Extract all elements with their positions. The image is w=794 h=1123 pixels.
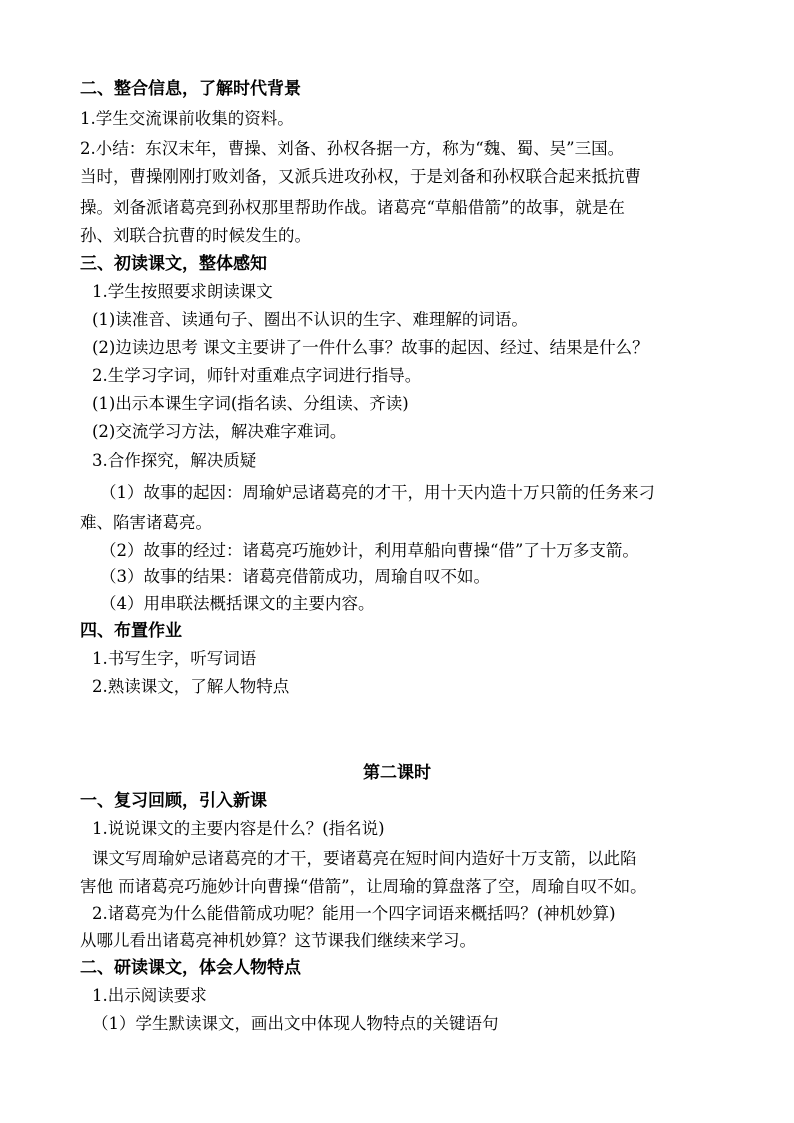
list-item: （3）故事的结果：诸葛亮借箭成功，周瑜自叹不如。	[100, 567, 490, 586]
section-heading: 二、研读课文，体会人物特点	[80, 958, 301, 978]
list-item: (1)读准音、读通句子、圈出不认识的生字、难理解的词语。	[92, 310, 528, 329]
paragraph-line: 操。刘备派诸葛亮到孙权那里帮助作战。诸葛亮“草船借箭”的故事，就是在	[80, 198, 625, 217]
list-item: 2.诸葛亮为什么能借箭成功呢？能用一个四字词语来概括吗？(神机妙算)	[92, 904, 616, 923]
list-item: (2)交流学习方法，解决难字难词。	[92, 422, 347, 441]
section-heading: 三、初读课文，整体感知	[80, 254, 267, 274]
list-item: （1）故事的起因：周瑜妒忌诸葛亮的才干，用十天内造十万只箭的任务来刁	[100, 483, 655, 502]
list-item: 1.书写生字，听写词语	[92, 649, 257, 668]
paragraph-line: 1.学生交流课前收集的资料。	[80, 109, 294, 128]
list-item: 2.生学习字词，师针对重难点字词进行指导。	[92, 366, 422, 385]
list-item: （1）学生默读课文，画出文中体现人物特点的关键语句	[92, 1014, 499, 1033]
list-item: 1.出示阅读要求	[92, 986, 207, 1005]
list-item: (1)出示本课生字词(指名读、分组读、齐读)	[92, 394, 409, 413]
paragraph-line: 害他 而诸葛亮巧施妙计向曹操“借箭”，让周瑜的算盘落了空，周瑜自叹不如。	[80, 877, 647, 896]
list-item: 1.说说课文的主要内容是什么？(指名说)	[92, 819, 385, 838]
list-item: (2)边读边思考 课文主要讲了一件什么事？故事的起因、经过、结果是什么？	[92, 338, 649, 357]
paragraph-line: 当时，曹操刚刚打败刘备，又派兵进攻孙权，于是刘备和孙权联合起来抵抗曹	[80, 167, 641, 186]
paragraph-line: 孙、刘联合抗曹的时候发生的。	[80, 226, 311, 245]
list-item: 难、陷害诸葛亮。	[80, 513, 212, 532]
section-heading: 四、布置作业	[80, 621, 182, 641]
list-item: 3.合作探究，解决质疑	[92, 451, 257, 470]
list-item: 2.熟读课文，了解人物特点	[92, 677, 290, 696]
section-heading: 二、整合信息，了解时代背景	[80, 79, 301, 99]
paragraph-line: 2.小结：东汉末年，曹操、刘备、孙权各据一方，称为“魏、蜀、吴”三国。	[80, 139, 625, 158]
paragraph-line: 课文写周瑜妒忌诸葛亮的才干，要诸葛亮在短时间内造好十万支箭，以此陷	[92, 849, 637, 868]
list-item: （2）故事的经过：诸葛亮巧施妙计，利用草船向曹操“借”了十万多支箭。	[100, 541, 639, 560]
section-heading: 一、复习回顾，引入新课	[80, 791, 267, 811]
list-item: 1.学生按照要求朗读课文	[92, 282, 273, 301]
lesson-title: 第二课时	[363, 763, 431, 783]
paragraph-line: 从哪儿看出诸葛亮神机妙算？这节课我们继续来学习。	[80, 931, 476, 950]
list-item: （4）用串联法概括课文的主要内容。	[100, 594, 375, 613]
